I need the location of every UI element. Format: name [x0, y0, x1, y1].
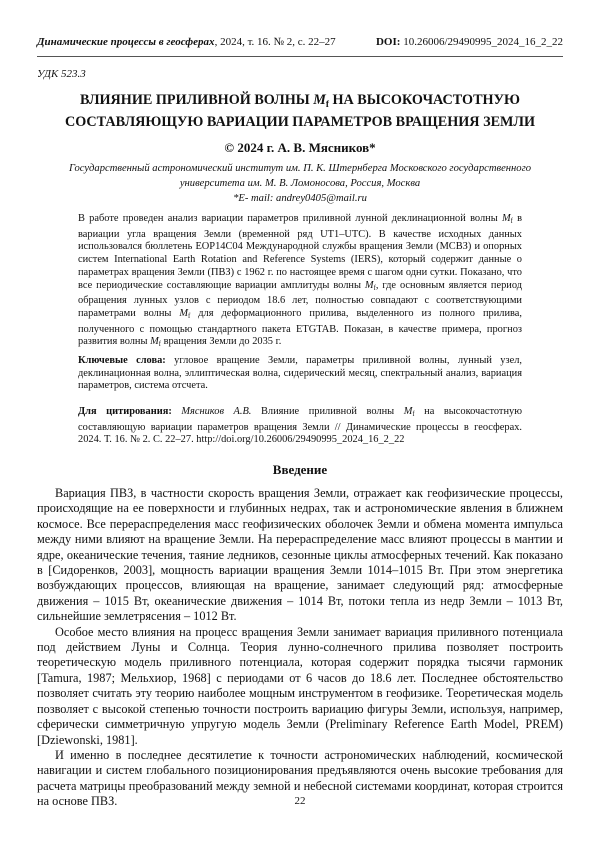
paragraph: Особое место влияния на процесс вращения Земли занимает вариация приливного потенциала под действием Луны и Солнца. Теория лунно-солнечного прилива позволяет построить теоретическую модель приливного потенциала, которая содержит порядка тысячи гармоник [Tamura, 1987; Мельхиор, 1968] с периодами от 6 часов до 18.6 лет. Последнее обстоятельство позволяет считать эту теорию наиболее мощным инструментом в геофизике. Теоретическая модель позволяет с высокой степенью точности построить вариацию фигуры Земли, используя, например, сферически симметричную упругую модель Земли (Preliminary Reference Earth Model, PREM) [Dziewonski, 1981].	[37, 625, 563, 748]
title-symbol-sub: f	[326, 99, 329, 109]
symbol-sub: f	[374, 285, 376, 292]
affiliation-line: Государственный астрономический институт им. П. К. Штернберга Московского государственного	[50, 161, 550, 176]
affiliation-line: университета им. М. В. Ломоносова, Россия, Москва	[50, 176, 550, 191]
paragraph: И именно в последнее десятилетие к точности астрономических наблюдений, космической навигации и систем глобального позиционирования предъявляются очень высокие требования для расчета матрицы преобразований между земной и небесной системами координат, которая строится на основе ПВЗ.	[37, 748, 563, 810]
abstract-text: в вариации угла вращения Земли (временной ряд UT1–UTC). В качестве исходных данных использовался бюллетень EOP14C04 Международной службы вращения Земли (МСВЗ) и опорных систем International Earth Rotation and Reference Systems (IERS), который содержит данные о параметрах вращения Земли (ПВЗ) с 1962 г. по настоящее время с шагом одни сутки. Показано, что все периодические составляющие вариации амплитуды волны	[78, 213, 522, 291]
symbol: M	[179, 308, 188, 319]
doi	[376, 36, 563, 48]
author-email: *E- mail: andrey0405@mail.ru	[50, 191, 550, 206]
author-line: © 2024 г. А. В. Мясников*	[0, 140, 600, 156]
body-text	[37, 486, 563, 810]
symbol-sub: f	[412, 411, 414, 418]
paragraph: Вариация ПВЗ, в частности скорость вращения Земли, отражает как геофизические процессы, происходящие на ее поверхности и глубинных недрах, так и астрономические явления в ближнем космосе. Все перераспределения масс геофизических оболочек Земли и обмена момента импульса между ними влияют на вращение Земли. На перераспределение масс влияют процессы в мантии и ядре, океанические течения, таяние ледников, сезонные циклы атмосферных течений. Как показано в [Сидоренков, 2003], мощность вариации вращения Земли 1014–1015 Вт. При этом энергетика возбуждающих процессов, влияющая на вращение, занимает следующий ряд: атмосферные движения – 1015 Вт, океанические движения – 1014 Вт, потоки тепла из недр Земли – 1013 Вт, сильнейшие землетрясения – 1012 Вт.	[37, 486, 563, 625]
symbol: M	[365, 280, 374, 291]
abstract-text: , где основным является период обращения лунных узлов с периодом 18.6 лет, полностью совпадают с соответствующими параметрами волны	[78, 280, 522, 319]
affiliation	[50, 161, 550, 206]
keywords	[78, 355, 522, 393]
article-title	[40, 91, 560, 131]
citation-author: Мясников А.В.	[172, 406, 252, 417]
symbol-sub: f	[511, 218, 513, 225]
issue-info: , 2024, т. 16. № 2, с. 22–27	[215, 36, 336, 48]
keywords-label: Ключевые слова:	[78, 355, 166, 366]
journal-name: Динамические процессы в геосферах	[37, 36, 215, 48]
citation-text: Влияние приливной волны	[251, 406, 403, 417]
doi-label: DOI:	[376, 36, 400, 48]
abstract	[78, 213, 522, 352]
symbol-sub: f	[159, 341, 161, 348]
page-number: 22	[0, 795, 600, 807]
keywords-text: угловое вращение Земли, параметры приливной волны, лунный узел, деклинационная волна, эллиптическая волна, сидерический месяц, спектральный анализ, вариация параметров, система отсчета.	[78, 355, 522, 391]
symbol: M	[404, 406, 413, 417]
abstract-text: В работе проведен анализ вариации параметров приливной лунной деклинационной волны	[78, 213, 502, 224]
doi-value: 10.26006/29490995_2024_16_2_22	[400, 36, 563, 48]
title-part: НА ВЫСОКОЧАСТОТНУЮ СОСТАВЛЯЮЩУЮ ВАРИАЦИИ ПАРАМЕТРОВ ВРАЩЕНИЯ ЗЕМЛИ	[65, 92, 535, 130]
citation	[78, 406, 522, 447]
udk-code: УДК 523.3	[37, 68, 86, 80]
symbol: M	[502, 213, 511, 224]
symbol: M	[150, 336, 159, 347]
citation-label: Для цитирования:	[78, 406, 172, 417]
running-header	[37, 36, 563, 48]
title-symbol: M	[313, 92, 326, 108]
abstract-text: вращения Земли до 2035 г.	[161, 336, 281, 347]
citation-text: на высокочастотную составляющую вариации параметров вращения Земли // Динамические процессы в геосферах. 2024. Т. 16. № 2. С. 22–27. http://doi.org/10.26006/29490995_2024_16_2_22	[78, 406, 522, 445]
abstract-text: для деформационного прилива, выделенного из полного прилива, полученного с помощью стандартного пакета ETGTAB. Показан, в качестве примера, прогноз развития волны	[78, 308, 522, 347]
section-heading: Введение	[0, 462, 600, 478]
journal-citation	[37, 36, 336, 48]
symbol-sub: f	[188, 313, 190, 320]
header-divider	[37, 56, 563, 57]
title-part: ВЛИЯНИЕ ПРИЛИВНОЙ ВОЛНЫ	[80, 92, 313, 108]
